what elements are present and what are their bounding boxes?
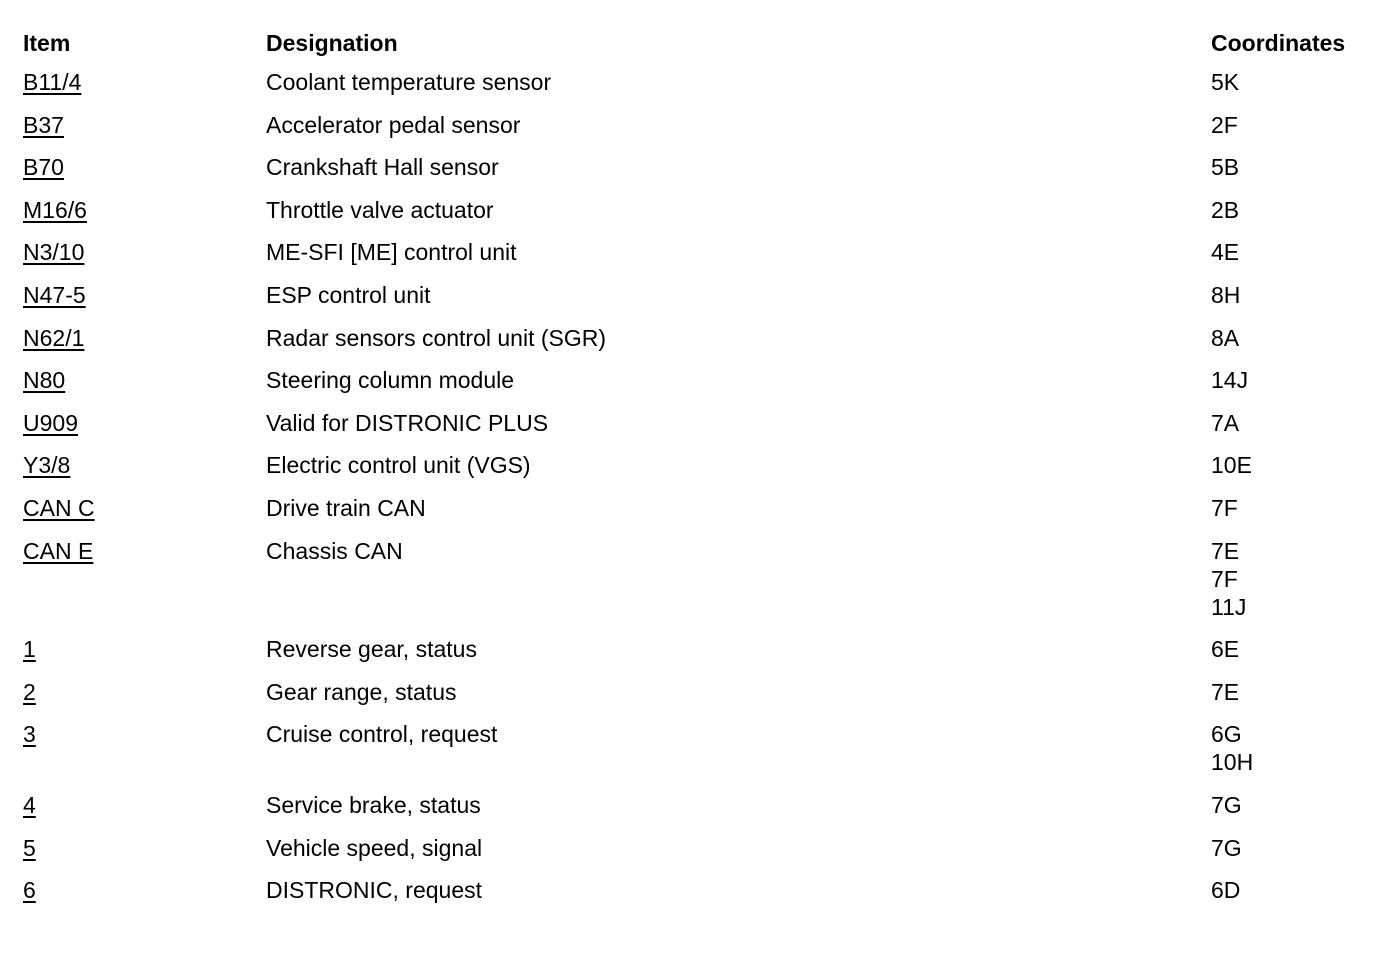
coordinate-value: 10E [1211,452,1252,479]
coordinate-value: 11J [1211,593,1247,620]
item-cell [23,494,266,522]
designation-cell: DISTRONIC, request [266,877,482,904]
table-row [23,537,1373,621]
coordinates-cell [1211,281,1373,309]
item-link[interactable]: N62/1 [23,324,85,351]
coordinate-value: 5B [1211,154,1240,181]
item-cell [23,68,266,96]
coordinates-cell [1211,324,1373,352]
coordinates-cell [1211,238,1373,266]
item-link[interactable]: CAN E [23,537,94,564]
table-row [23,68,1373,96]
coordinates-cell [1211,537,1373,621]
item-link[interactable]: B37 [23,111,64,138]
item-link[interactable]: N47-5 [23,281,86,308]
coordinate-value: 7F [1211,494,1238,521]
item-link[interactable]: 6 [23,877,36,904]
table-row [23,238,1373,266]
table-row [23,720,1373,776]
coordinate-value: 14J [1211,367,1249,394]
item-link[interactable]: B70 [23,154,64,181]
designation-cell: Gear range, status [266,678,457,705]
coordinates-cell [1211,111,1373,139]
designation-cell: Valid for DISTRONIC PLUS [266,409,549,436]
item-cell [23,451,266,479]
item-cell [23,111,266,139]
item-link[interactable]: Y3/8 [23,452,71,479]
table-row [23,153,1373,181]
item-link[interactable]: 1 [23,636,36,663]
table-row [23,324,1373,352]
table-row [23,409,1373,437]
item-cell [23,791,266,819]
item-link[interactable]: 4 [23,791,36,818]
coordinate-value: 2F [1211,111,1238,138]
coordinates-cell [1211,791,1373,819]
designation-cell: Throttle valve actuator [266,196,494,223]
item-cell [23,537,266,565]
coordinates-cell [1211,409,1373,437]
item-cell [23,281,266,309]
item-cell [23,196,266,224]
table-row [23,111,1373,139]
coordinate-value: 7E [1211,537,1240,564]
designation-cell: Service brake, status [266,791,481,818]
coordinate-value: 8H [1211,281,1241,308]
coordinates-cell [1211,68,1373,96]
table-row [23,635,1373,663]
item-cell [23,876,266,904]
designation-cell: Drive train CAN [266,494,426,521]
header-coordinates: Coordinates [1211,30,1346,56]
coordinates-cell [1211,366,1373,394]
item-cell [23,409,266,437]
coordinates-cell [1211,196,1373,224]
item-link[interactable]: U909 [23,409,78,436]
coordinate-value: 6E [1211,636,1240,663]
coordinate-value: 6G [1211,721,1242,748]
item-cell [23,238,266,266]
coordinate-value: 4E [1211,239,1240,266]
coordinates-cell [1211,876,1373,904]
table-row [23,366,1373,394]
item-cell [23,678,266,706]
item-cell [23,324,266,352]
table-row [23,791,1373,819]
coordinate-value: 2B [1211,196,1240,223]
item-link[interactable]: B11/4 [23,69,82,95]
designation-cell: ME-SFI [ME] control unit [266,239,517,266]
table-row [23,494,1373,522]
coordinates-cell [1211,834,1373,862]
table-row [23,876,1373,904]
item-cell [23,153,266,181]
coordinates-cell [1211,494,1373,522]
table-row [23,451,1373,479]
item-cell [23,635,266,663]
coordinates-cell [1211,153,1373,181]
coordinates-cell [1211,678,1373,706]
item-link[interactable]: 5 [23,834,36,861]
item-cell [23,366,266,394]
coordinate-value: 7G [1211,834,1242,861]
coordinate-value: 5K [1211,69,1240,95]
table-row [23,834,1373,862]
designation-cell: Reverse gear, status [266,636,477,663]
header-designation: Designation [266,30,398,56]
designation-cell: Accelerator pedal sensor [266,111,521,138]
legend-table [23,30,1373,919]
coordinates-cell [1211,720,1373,776]
coordinate-value: 7E [1211,678,1240,705]
coordinate-value: 10H [1211,749,1254,776]
item-cell [23,720,266,748]
designation-cell: Radar sensors control unit (SGR) [266,324,607,351]
coordinate-value: 7F [1211,565,1238,592]
coordinate-value: 7A [1211,409,1240,436]
table-body [23,68,1373,904]
header-item: Item [23,30,71,56]
table-row [23,678,1373,706]
coordinate-value: 8A [1211,324,1240,351]
table-header [23,30,1373,68]
item-link[interactable]: M16/6 [23,196,87,223]
coordinate-value: 7G [1211,791,1242,818]
item-link[interactable]: CAN C [23,494,95,521]
designation-cell: Cruise control, request [266,721,498,748]
item-cell [23,834,266,862]
designation-cell: Steering column module [266,367,515,394]
coordinates-cell [1211,635,1373,663]
item-link[interactable]: N3/10 [23,239,85,266]
coordinate-value: 6D [1211,877,1241,904]
designation-cell: Vehicle speed, signal [266,834,483,861]
designation-cell: Electric control unit (VGS) [266,452,531,479]
item-link[interactable]: 2 [23,678,36,705]
designation-cell: Chassis CAN [266,537,403,564]
designation-cell: Coolant temperature sensor [266,69,552,95]
item-link[interactable]: N80 [23,367,66,394]
designation-cell: ESP control unit [266,281,431,308]
item-link[interactable]: 3 [23,721,36,748]
coordinates-cell [1211,451,1373,479]
designation-cell: Crankshaft Hall sensor [266,154,499,181]
table-row [23,196,1373,224]
table-row [23,281,1373,309]
